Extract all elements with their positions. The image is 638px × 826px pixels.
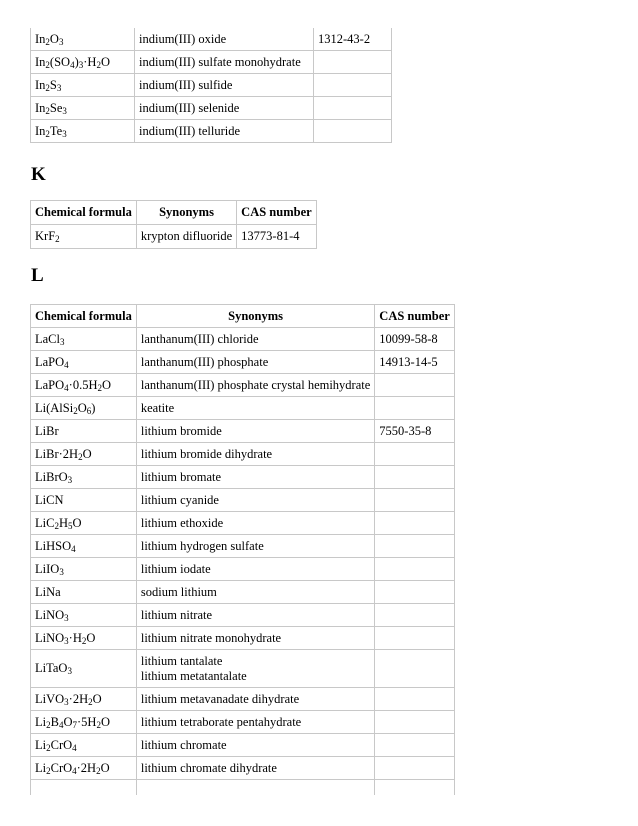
formula-text: CrO — [50, 737, 73, 752]
table-body — [31, 225, 317, 249]
formula-text: LiBrO — [35, 469, 68, 484]
formula-text: In — [35, 123, 46, 138]
cas-cell: 1312-43-2 — [314, 28, 392, 51]
cas-cell — [314, 51, 392, 74]
formula-cell — [31, 650, 137, 688]
formula-text: ·H — [83, 54, 97, 69]
formula-text: CrO — [50, 760, 73, 775]
cas-cell — [375, 688, 455, 711]
table-header-row — [31, 305, 455, 328]
table-row — [31, 28, 392, 51]
formula-text: O — [77, 400, 87, 415]
formula-cell — [31, 734, 137, 757]
formula-subscript: 2 — [81, 635, 87, 646]
formula-subscript: 3 — [67, 666, 72, 677]
formula-subscript: 4 — [71, 543, 76, 554]
section-heading-k: K — [31, 164, 46, 185]
table-row — [31, 74, 392, 97]
formula-subscript: 3 — [59, 566, 64, 577]
cas-cell — [375, 489, 455, 512]
formula-subscript: 2 — [78, 451, 83, 462]
formula-text: O — [100, 760, 110, 775]
table-row — [31, 627, 455, 650]
formula-subscript: 3 — [62, 105, 67, 116]
table-l-compounds — [30, 304, 455, 795]
formula-text: H — [58, 515, 68, 530]
formula-text: ·0.5H — [68, 377, 98, 392]
formula-text: ) — [91, 400, 96, 415]
formula-cell — [31, 711, 137, 734]
formula-text: In — [35, 77, 46, 92]
formula-text: Se — [49, 100, 63, 115]
synonym-cell: lanthanum(III) phosphate crystal hemihydrate — [137, 374, 375, 397]
synonym-cell: sodium lithium — [137, 581, 375, 604]
table-body — [31, 28, 392, 143]
formula-text: Li — [35, 760, 47, 775]
cas-cell: 7550-35-8 — [375, 420, 455, 443]
synonym-line: lithium metatantalate — [140, 668, 247, 683]
formula-cell — [31, 51, 135, 74]
cas-cell — [375, 512, 455, 535]
synonym-cell: lithium nitrate monohydrate — [137, 627, 375, 650]
formula-cell — [31, 581, 137, 604]
formula-subscript: 2 — [45, 82, 50, 93]
synonym-cell: keatite — [137, 397, 375, 420]
formula-cell — [31, 120, 135, 143]
formula-text: KrF — [35, 229, 56, 244]
formula-cell — [31, 397, 137, 420]
formula-cell — [31, 757, 137, 780]
formula-text: O — [63, 714, 73, 729]
formula-cell — [31, 489, 137, 512]
formula-text: ) — [74, 54, 79, 69]
formula-cell — [31, 443, 137, 466]
formula-text: O — [102, 377, 112, 392]
synonym-line: lithium tantalate — [140, 654, 223, 669]
column-header-synonyms: Synonyms — [137, 201, 237, 225]
formula-cell — [31, 627, 137, 650]
synonym-cell: indium(III) sulfide — [135, 74, 314, 97]
cas-cell — [375, 757, 455, 780]
table-row — [31, 604, 455, 627]
formula-text: LaCl — [35, 331, 60, 346]
formula-text: LiCN — [35, 492, 64, 507]
formula-text: In — [35, 54, 46, 69]
synonym-cell: lanthanum(III) phosphate — [137, 351, 375, 374]
formula-subscript: 2 — [97, 382, 102, 393]
formula-text: ·H — [68, 630, 82, 645]
formula-text: LiNa — [35, 584, 61, 599]
formula-text: Li — [35, 737, 47, 752]
synonym-cell: lithium ethoxide — [137, 512, 375, 535]
formula-text: (SO — [49, 54, 71, 69]
table-row — [31, 711, 455, 734]
synonym-cell: lanthanum(III) chloride — [137, 328, 375, 351]
formula-subscript: 4 — [64, 359, 69, 370]
formula-subscript: 3 — [58, 36, 64, 47]
formula-subscript: 2 — [54, 520, 59, 531]
synonym-cell: lithium cyanide — [137, 489, 375, 512]
cas-cell — [375, 734, 455, 757]
formula-subscript: 2 — [45, 36, 50, 47]
formula-text: S — [49, 77, 57, 92]
formula-text: Li — [35, 714, 47, 729]
formula-cell — [31, 420, 137, 443]
table-row — [31, 757, 455, 780]
formula-subscript: 2 — [46, 765, 51, 776]
formula-text: ·5H — [76, 714, 97, 729]
cas-cell — [375, 711, 455, 734]
formula-text: O — [86, 630, 96, 645]
empty-cell — [31, 780, 137, 795]
formula-text: O — [72, 515, 82, 530]
formula-cell — [31, 374, 137, 397]
synonym-cell: lithium bromide dihydrate — [137, 443, 375, 466]
formula-subscript: 2 — [96, 765, 101, 776]
formula-cell — [31, 604, 137, 627]
table-row — [31, 225, 317, 249]
formula-text: LiVO — [35, 691, 65, 706]
formula-subscript: 2 — [73, 405, 78, 416]
cas-cell — [375, 650, 455, 688]
formula-subscript: 2 — [45, 59, 50, 70]
formula-text: LiBr — [35, 423, 59, 438]
formula-cell — [31, 535, 137, 558]
formula-text: LiHSO — [35, 538, 72, 553]
cas-cell — [375, 581, 455, 604]
synonym-cell: lithium iodate — [137, 558, 375, 581]
formula-text: O — [92, 691, 102, 706]
formula-text: B — [50, 714, 59, 729]
formula-cell — [31, 225, 137, 249]
synonym-cell: lithium hydrogen sulfate — [137, 535, 375, 558]
formula-subscript: 2 — [45, 128, 50, 139]
formula-subscript: 2 — [55, 234, 60, 245]
table-row — [31, 650, 455, 688]
cas-cell — [375, 627, 455, 650]
formula-text: LaPO — [35, 377, 65, 392]
table-row-partial — [31, 780, 455, 795]
formula-cell — [31, 74, 135, 97]
table-row — [31, 328, 455, 351]
table-row — [31, 374, 455, 397]
cas-cell — [314, 120, 392, 143]
formula-text: O — [49, 31, 59, 46]
formula-text: ·2H — [76, 760, 97, 775]
cas-cell — [375, 374, 455, 397]
column-header-cas: CAS number — [237, 201, 317, 225]
formula-subscript: 2 — [96, 719, 101, 730]
formula-subscript: 3 — [64, 696, 69, 707]
table-row — [31, 558, 455, 581]
synonym-cell: lithium tetraborate pentahydrate — [137, 711, 375, 734]
formula-subscript: 3 — [64, 612, 69, 623]
formula-text: In — [35, 31, 46, 46]
table-k-compounds — [30, 200, 317, 249]
empty-cell — [375, 780, 455, 795]
cas-cell — [375, 397, 455, 420]
cas-cell: 14913-14-5 — [375, 351, 455, 374]
formula-subscript: 6 — [86, 405, 92, 416]
empty-cell — [137, 780, 375, 795]
formula-text: O — [100, 714, 110, 729]
table-row — [31, 420, 455, 443]
formula-text: Te — [49, 123, 63, 138]
formula-cell — [31, 351, 137, 374]
formula-subscript: 3 — [64, 635, 69, 646]
cas-cell — [375, 604, 455, 627]
formula-subscript: 4 — [70, 59, 75, 70]
table-row — [31, 466, 455, 489]
synonym-cell: lithium chromate dihydrate — [137, 757, 375, 780]
formula-text: LiNO — [35, 607, 65, 622]
formula-subscript: 2 — [46, 742, 51, 753]
formula-subscript: 3 — [56, 82, 62, 93]
formula-text: LiTaO — [35, 661, 68, 676]
formula-text: O — [100, 54, 110, 69]
cas-cell — [314, 74, 392, 97]
table-row — [31, 351, 455, 374]
formula-cell — [31, 558, 137, 581]
table-indium-compounds — [30, 28, 392, 143]
table-row — [31, 581, 455, 604]
formula-text: LiC — [35, 515, 55, 530]
table-row — [31, 512, 455, 535]
table-row — [31, 120, 392, 143]
formula-cell — [31, 97, 135, 120]
formula-cell — [31, 28, 135, 51]
formula-subscript: 3 — [67, 474, 73, 485]
synonym-cell: lithium bromate — [137, 466, 375, 489]
cas-cell — [314, 97, 392, 120]
cas-cell — [375, 535, 455, 558]
formula-subscript: 4 — [58, 719, 64, 730]
table-row — [31, 734, 455, 757]
formula-text: Li(AlSi — [35, 400, 74, 415]
formula-subscript: 2 — [46, 719, 51, 730]
formula-subscript: 2 — [96, 59, 101, 70]
formula-subscript: 5 — [67, 520, 73, 531]
synonym-cell: krypton difluoride — [137, 225, 237, 249]
synonym-cell: indium(III) sulfate monohydrate — [135, 51, 314, 74]
formula-subscript: 2 — [45, 105, 50, 116]
formula-text: ·2H — [68, 691, 89, 706]
formula-subscript: 2 — [88, 696, 93, 707]
column-header-synonyms: Synonyms — [137, 305, 375, 328]
cas-cell — [375, 466, 455, 489]
formula-subscript: 7 — [72, 719, 77, 730]
table-body — [31, 328, 455, 795]
formula-cell — [31, 466, 137, 489]
formula-subscript: 4 — [64, 382, 69, 393]
table-row — [31, 51, 392, 74]
table-row — [31, 397, 455, 420]
synonym-cell: lithium metavanadate dihydrate — [137, 688, 375, 711]
synonym-cell: indium(III) telluride — [135, 120, 314, 143]
formula-subscript: 3 — [62, 128, 67, 139]
cas-cell — [375, 558, 455, 581]
table-row — [31, 443, 455, 466]
formula-cell — [31, 328, 137, 351]
formula-text: In — [35, 100, 46, 115]
formula-cell — [31, 512, 137, 535]
formula-subscript: 3 — [78, 59, 84, 70]
section-heading-l: L — [31, 265, 44, 286]
synonym-cell: lithium chromate — [137, 734, 375, 757]
cas-cell: 13773-81-4 — [237, 225, 317, 249]
formula-text: LiNO — [35, 630, 65, 645]
synonym-cell: indium(III) selenide — [135, 97, 314, 120]
formula-text: LiIO — [35, 561, 60, 576]
formula-text: LaPO — [35, 354, 65, 369]
formula-text: O — [82, 446, 92, 461]
formula-subscript: 3 — [60, 336, 65, 347]
cas-cell: 10099-58-8 — [375, 328, 455, 351]
formula-subscript: 4 — [72, 742, 77, 753]
synonym-cell — [137, 650, 375, 688]
synonym-cell: indium(III) oxide — [135, 28, 314, 51]
column-header-formula: Chemical formula — [31, 201, 137, 225]
cas-cell — [375, 443, 455, 466]
table-row — [31, 535, 455, 558]
formula-subscript: 4 — [72, 765, 77, 776]
formula-cell — [31, 688, 137, 711]
column-header-cas: CAS number — [375, 305, 455, 328]
column-header-formula: Chemical formula — [31, 305, 137, 328]
synonym-cell: lithium nitrate — [137, 604, 375, 627]
table-row — [31, 97, 392, 120]
formula-text: LiBr·2H — [35, 446, 79, 461]
table-row — [31, 489, 455, 512]
table-header-row — [31, 201, 317, 225]
synonym-cell: lithium bromide — [137, 420, 375, 443]
table-row — [31, 688, 455, 711]
